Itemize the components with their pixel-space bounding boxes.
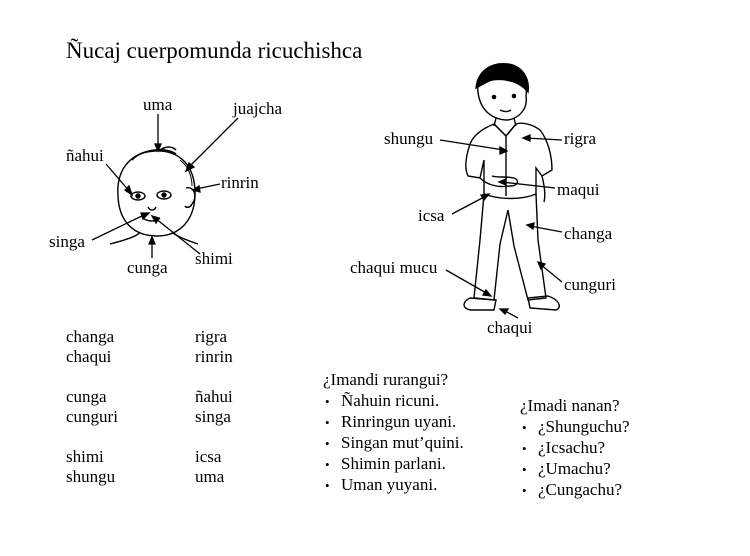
label-cunga: cunga: [127, 258, 168, 277]
question-block-2: [520, 395, 630, 500]
question-1-item: • Shimin parlani.: [323, 453, 464, 474]
word-list-column-2: [195, 327, 233, 487]
word-list-item: uma: [195, 467, 225, 486]
question-1-item: • Uman yuyani.: [323, 474, 464, 495]
word-list-item: shungu: [66, 467, 116, 486]
label-rinrin: rinrin: [221, 173, 259, 192]
word-list-item: cunguri: [66, 407, 118, 426]
word-list-item: singa: [195, 407, 231, 426]
word-list-item: shimi: [66, 447, 104, 466]
label-juajcha: juajcha: [233, 99, 283, 118]
word-list-item: rinrin: [195, 347, 233, 366]
question-block-1: [323, 369, 464, 495]
baby-face-drawing: [110, 147, 198, 244]
question-1-item: • Rinringun uyani.: [323, 411, 464, 432]
face-label-arrows: [92, 114, 238, 258]
label-maqui: maqui: [557, 180, 600, 199]
label-shungu: shungu: [384, 129, 434, 148]
page-title: Ñucaj cuerpomunda ricuchishca: [66, 38, 363, 63]
word-list-item: ñahui: [195, 387, 233, 406]
label-uma-face: uma: [143, 95, 173, 114]
label-cunguri: cunguri: [564, 275, 616, 294]
label-nahui: ñahui: [66, 146, 104, 165]
label-chaqui: chaqui: [487, 318, 533, 337]
word-list-item: changa: [66, 327, 115, 346]
label-singa: singa: [49, 232, 85, 251]
label-changa: changa: [564, 224, 613, 243]
question-2-item: • ¿Cungachu?: [520, 479, 630, 500]
label-shimi: shimi: [195, 249, 233, 268]
question-1-heading: ¿Imandi rurangui?: [323, 370, 449, 389]
word-list-item: icsa: [195, 447, 222, 466]
label-rigra: rigra: [564, 129, 597, 148]
label-chaqui-mucu: chaqui mucu: [350, 258, 438, 277]
question-2-item: • ¿Shunguchu?: [520, 416, 630, 437]
question-1-item: • Singan mut’quini.: [323, 432, 464, 453]
question-2-item: • ¿Icsachu?: [520, 437, 630, 458]
question-1-item: • Ñahuin ricuni.: [323, 390, 464, 411]
word-list-item: chaqui: [66, 347, 112, 366]
word-list-item: rigra: [195, 327, 228, 346]
question-2-item: • ¿Umachu?: [520, 458, 630, 479]
body-label-arrows: [440, 135, 562, 318]
label-icsa: icsa: [418, 206, 445, 225]
word-list-item: cunga: [66, 387, 107, 406]
question-2-heading: ¿Imadi nanan?: [520, 396, 620, 415]
word-list-column-1: [66, 327, 118, 487]
